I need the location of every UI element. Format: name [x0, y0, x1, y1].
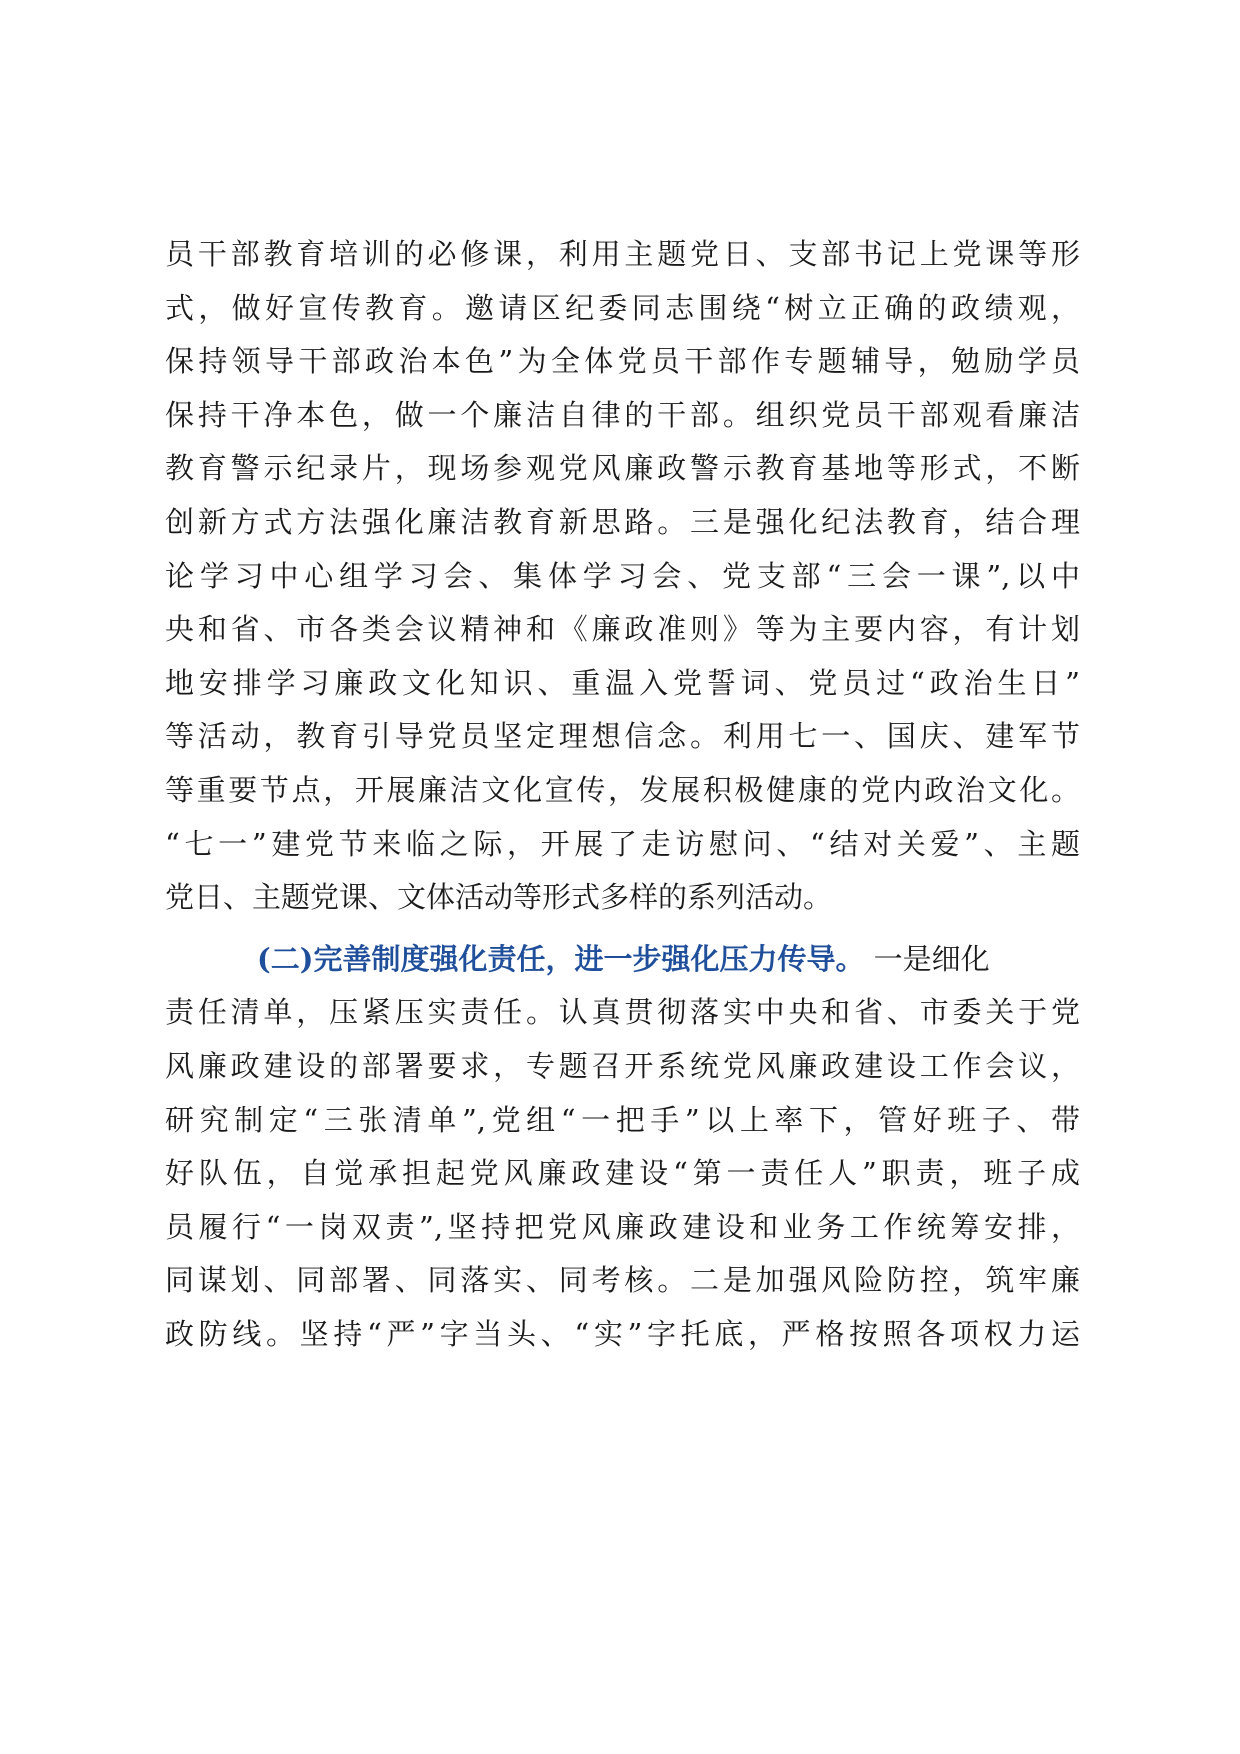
text-line: 等活动，教育引导党员坚定理想信念。利用七一、国庆、建军节	[165, 719, 1080, 754]
text-line: 政防线。坚持“严”字当头、“实”字托底，严格按照各项权力运	[165, 1316, 1080, 1351]
paragraph-responsibility	[165, 933, 1080, 1362]
text-line: 创新方式方法强化廉洁教育新思路。三是强化纪法教育，结合理	[165, 504, 1080, 539]
text-line: 员履行“一岗双责”,坚持把党风廉政建设和业务工作统筹安排，	[165, 1209, 1080, 1244]
text-line: “七一”建党节来临之际，开展了走访慰问、“结对关爱”、主题	[165, 826, 1080, 861]
text-line: 保持干净本色，做一个廉洁自律的干部。组织党员干部观看廉洁	[165, 397, 1080, 432]
paragraph-education	[165, 228, 1080, 925]
text-line: 好队伍，自觉承担起党风廉政建设“第一责任人”职责，班子成	[165, 1156, 1080, 1191]
text-line: 风廉政建设的部署要求，专题召开系统党风廉政建设工作会议，	[165, 1048, 1080, 1083]
text-line: 保持领导干部政治本色”为全体党员干部作专题辅导，勉励学员	[165, 344, 1080, 379]
text-line: 研究制定“三张清单”,党组“一把手”以上率下，管好班子、带	[165, 1102, 1080, 1137]
text-line: 同谋划、同部署、同落实、同考核。二是加强风险防控，筑牢廉	[165, 1263, 1080, 1298]
document-body	[165, 228, 1080, 1361]
text-line: 地安排学习廉政文化知识、重温入党誓词、党员过“政治生日”	[165, 665, 1080, 700]
text-line: 责任清单，压紧压实责任。认真贯彻落实中央和省、市委关于党	[165, 995, 1080, 1030]
section-heading-continuation: 一是细化	[864, 941, 990, 976]
text-line: 党日、主题党课、文体活动等形式多样的系列活动。	[165, 880, 833, 915]
text-line: 式，做好宣传教育。邀请区纪委同志围绕“树立正确的政绩观，	[165, 290, 1080, 325]
section-heading-line	[165, 933, 1080, 987]
section-heading: (二)完善制度强化责任，进一步强化压力传导。	[257, 941, 865, 976]
text-line: 论学习中心组学习会、集体学习会、党支部“三会一课”,以中	[165, 558, 1080, 593]
text-line: 等重要节点，开展廉洁文化宣传，发展积极健康的党内政治文化。	[165, 772, 1080, 807]
text-line: 员干部教育培训的必修课，利用主题党日、支部书记上党课等形	[165, 237, 1080, 271]
text-line: 教育警示纪录片，现场参观党风廉政警示教育基地等形式，不断	[165, 451, 1080, 486]
text-line: 央和省、市各类会议精神和《廉政准则》等为主要内容，有计划	[165, 612, 1080, 647]
